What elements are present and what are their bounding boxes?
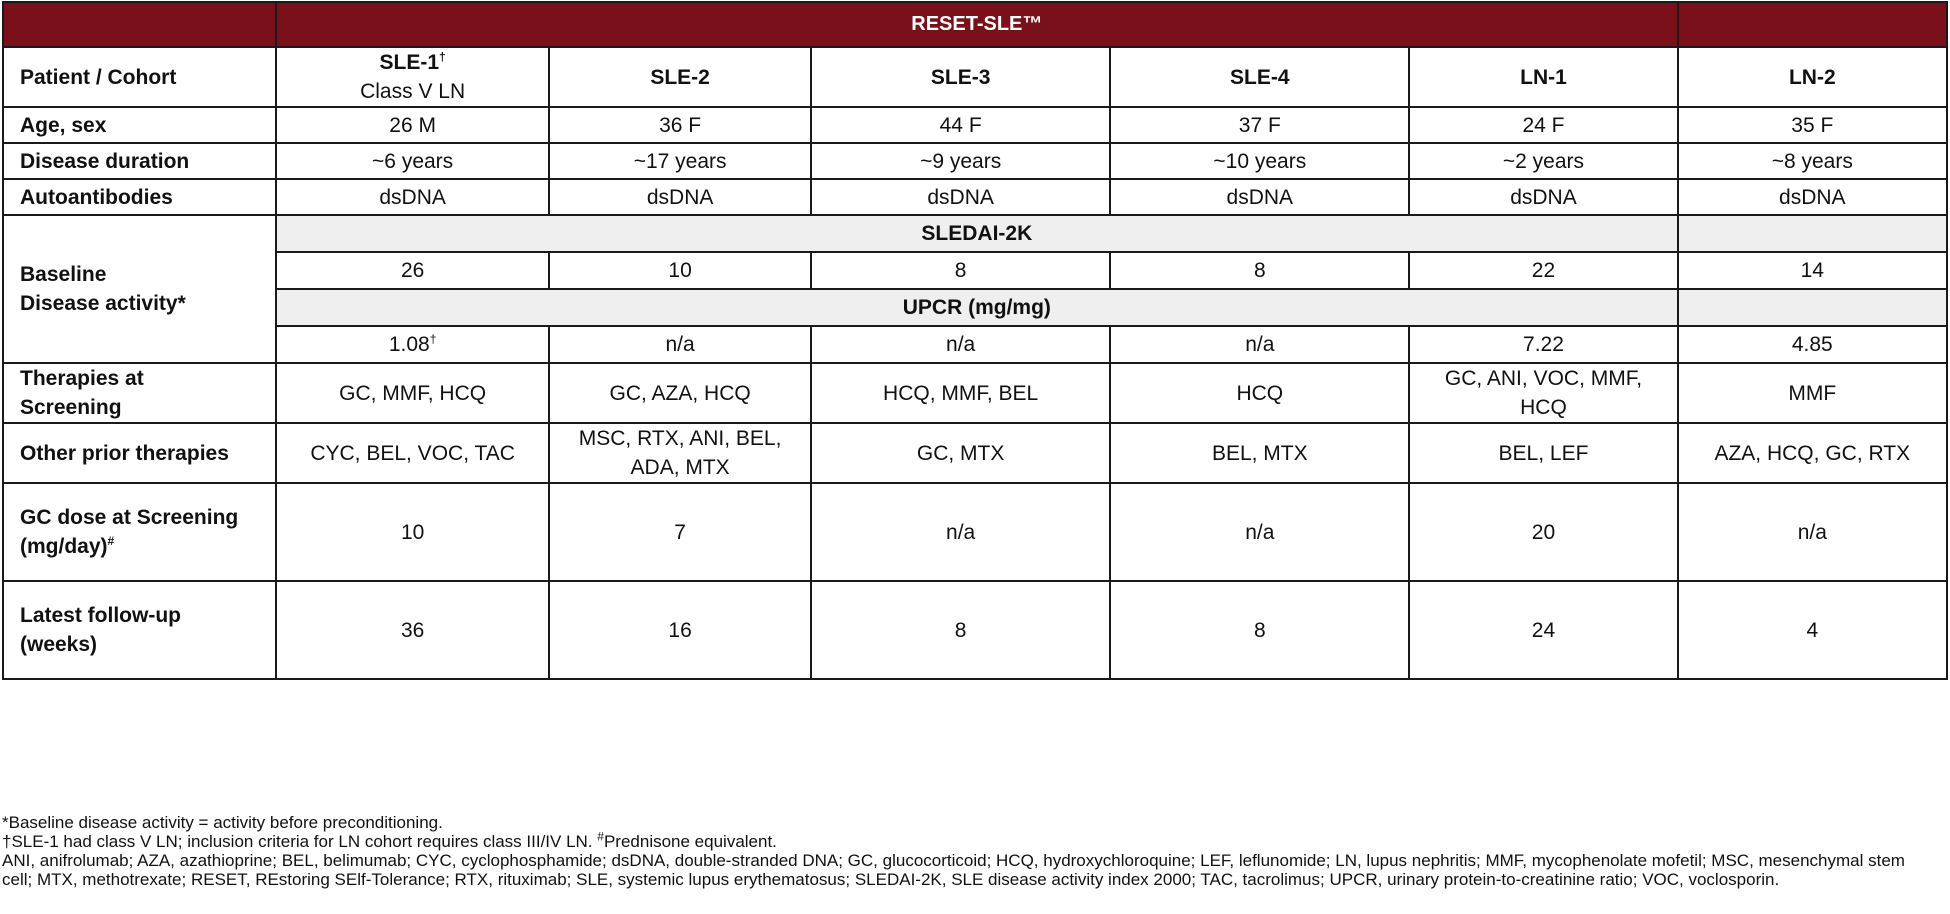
upcr-cell: 4.85 <box>1678 326 1947 363</box>
prior-therapies-cell: CYC, BEL, VOC, TAC <box>276 423 549 483</box>
gc-dose-cell: 7 <box>549 483 811 581</box>
follow-up-label: Latest follow-up (weeks) <box>3 581 276 679</box>
cohort-label: Patient / Cohort <box>3 47 276 107</box>
therapies-cell: GC, MMF, HCQ <box>276 363 549 423</box>
patient-sub: Class V LN <box>360 80 466 103</box>
upcr-cell: n/a <box>549 326 811 363</box>
follow-up-cell: 24 <box>1409 581 1677 679</box>
footnote-prednisone: Prednisone equivalent. <box>603 832 777 851</box>
autoantibodies-cell: dsDNA <box>549 179 811 215</box>
baseline-label: Baseline Disease activity* <box>3 215 276 363</box>
upcr-row <box>3 326 1947 363</box>
prior-therapies-label: Other prior therapies <box>3 423 276 483</box>
prior-therapies-cell: AZA, HCQ, GC, RTX <box>1678 423 1947 483</box>
duration-cell: ~10 years <box>1110 143 1409 179</box>
autoantibodies-label: Autoantibodies <box>3 179 276 215</box>
age-sex-cell: 37 F <box>1110 107 1409 143</box>
sledai-cell: 26 <box>276 252 549 289</box>
follow-up-cell: 8 <box>1110 581 1409 679</box>
table-title: RESET-SLE™ <box>276 2 1678 47</box>
upcr-section-end <box>1678 289 1947 326</box>
duration-label: Disease duration <box>3 143 276 179</box>
gc-dose-cell: 10 <box>276 483 549 581</box>
footnote-inclusion-text: †SLE-1 had class V LN; inclusion criteria for LN cohort requires class III/IV LN. <box>2 832 593 851</box>
autoantibodies-cell: dsDNA <box>1678 179 1947 215</box>
duration-cell: ~17 years <box>549 143 811 179</box>
autoantibodies-row <box>3 179 1947 215</box>
prior-therapies-cell: BEL, MTX <box>1110 423 1409 483</box>
age-sex-cell: 35 F <box>1678 107 1947 143</box>
cohort-row <box>3 47 1947 107</box>
patient-header: SLE-4 <box>1110 47 1409 107</box>
footnote-hash-sup: # <box>597 829 604 844</box>
footnote-baseline: *Baseline disease activity = activity before preconditioning. <box>2 813 443 832</box>
sledai-section-end <box>1678 215 1947 252</box>
duration-cell: ~2 years <box>1409 143 1677 179</box>
title-corner-cell <box>3 2 276 47</box>
age-sex-cell: 26 M <box>276 107 549 143</box>
patient-id-sup: † <box>439 50 446 64</box>
sledai-cell: 10 <box>549 252 811 289</box>
gc-dose-cell: 20 <box>1409 483 1677 581</box>
follow-up-row <box>3 581 1947 679</box>
patient-header: LN-2 <box>1678 47 1947 107</box>
age-sex-row <box>3 107 1947 143</box>
upcr-cell: 7.22 <box>1409 326 1677 363</box>
patient-header <box>276 47 549 107</box>
autoantibodies-cell: dsDNA <box>811 179 1110 215</box>
gc-dose-row <box>3 483 1947 581</box>
duration-cell: ~8 years <box>1678 143 1947 179</box>
reset-sle-table <box>2 1 1948 680</box>
age-sex-label: Age, sex <box>3 107 276 143</box>
sledai-header-row <box>3 215 1947 252</box>
autoantibodies-cell: dsDNA <box>1110 179 1409 215</box>
sledai-cell: 22 <box>1409 252 1677 289</box>
footnote-inclusion <box>2 829 1922 851</box>
gc-dose-label: GC dose at Screening (mg/day) <box>20 506 239 558</box>
patient-id: SLE-1 <box>379 51 440 74</box>
follow-up-cell: 36 <box>276 581 549 679</box>
gc-dose-cell: n/a <box>1678 483 1947 581</box>
footnote-abbreviations: ANI, anifrolumab; AZA, azathioprine; BEL, belimumab; CYC, cyclophosphamide; dsDNA, double-stranded DNA; GC, glucocorticoid; HCQ, hydroxychloroquine; LEF, leflunomide; LN, lupus nephritis; MMF, mycophenolate mofetil; MSC, mesenchymal stem cell; MTX, methotrexate; RESET, REstoring SElf-Tolerance; RTX, rituximab; SLE, systemic lupus erythematosus; SLEDAI-2K, SLE disease activity index 2000; TAC, tacrolimus; UPCR, urinary protein-to-creatinine ratio; VOC, voclosporin. <box>2 851 1905 889</box>
prior-therapies-cell: BEL, LEF <box>1409 423 1677 483</box>
patient-header: SLE-2 <box>549 47 811 107</box>
sledai-cell: 8 <box>1110 252 1409 289</box>
upcr-header-row <box>3 289 1947 326</box>
duration-row <box>3 143 1947 179</box>
upcr-cell: n/a <box>811 326 1110 363</box>
duration-cell: ~9 years <box>811 143 1110 179</box>
therapies-cell: HCQ <box>1110 363 1409 423</box>
sledai-cell: 8 <box>811 252 1110 289</box>
autoantibodies-cell: dsDNA <box>276 179 549 215</box>
prior-therapies-row <box>3 423 1947 483</box>
duration-cell: ~6 years <box>276 143 549 179</box>
upcr-sup: † <box>429 332 437 346</box>
therapies-label: Therapies at Screening <box>3 363 276 423</box>
footnotes <box>2 813 1922 889</box>
prior-therapies-cell: GC, MTX <box>811 423 1110 483</box>
therapies-cell: MMF <box>1678 363 1947 423</box>
upcr-section-header: UPCR (mg/mg) <box>276 289 1678 326</box>
gc-dose-sup: # <box>107 534 115 548</box>
therapies-row <box>3 363 1947 423</box>
gc-dose-label-cell <box>3 483 276 581</box>
gc-dose-cell: n/a <box>811 483 1110 581</box>
sledai-row <box>3 252 1947 289</box>
age-sex-cell: 36 F <box>549 107 811 143</box>
therapies-cell: GC, ANI, VOC, MMF, HCQ <box>1409 363 1677 423</box>
upcr-cell <box>276 326 549 363</box>
age-sex-cell: 24 F <box>1409 107 1677 143</box>
therapies-cell: HCQ, MMF, BEL <box>811 363 1110 423</box>
upcr-value: 1.08 <box>388 333 430 356</box>
follow-up-cell: 16 <box>549 581 811 679</box>
age-sex-cell: 44 F <box>811 107 1110 143</box>
autoantibodies-cell: dsDNA <box>1409 179 1677 215</box>
prior-therapies-cell: MSC, RTX, ANI, BEL, ADA, MTX <box>549 423 811 483</box>
therapies-cell: GC, AZA, HCQ <box>549 363 811 423</box>
upcr-cell: n/a <box>1110 326 1409 363</box>
sledai-cell: 14 <box>1678 252 1947 289</box>
gc-dose-cell: n/a <box>1110 483 1409 581</box>
follow-up-cell: 8 <box>811 581 1110 679</box>
patient-header: SLE-3 <box>811 47 1110 107</box>
title-end-cell <box>1678 2 1947 47</box>
sledai-section-header: SLEDAI-2K <box>276 215 1678 252</box>
follow-up-cell: 4 <box>1678 581 1947 679</box>
patient-header: LN-1 <box>1409 47 1677 107</box>
title-row <box>3 2 1947 47</box>
